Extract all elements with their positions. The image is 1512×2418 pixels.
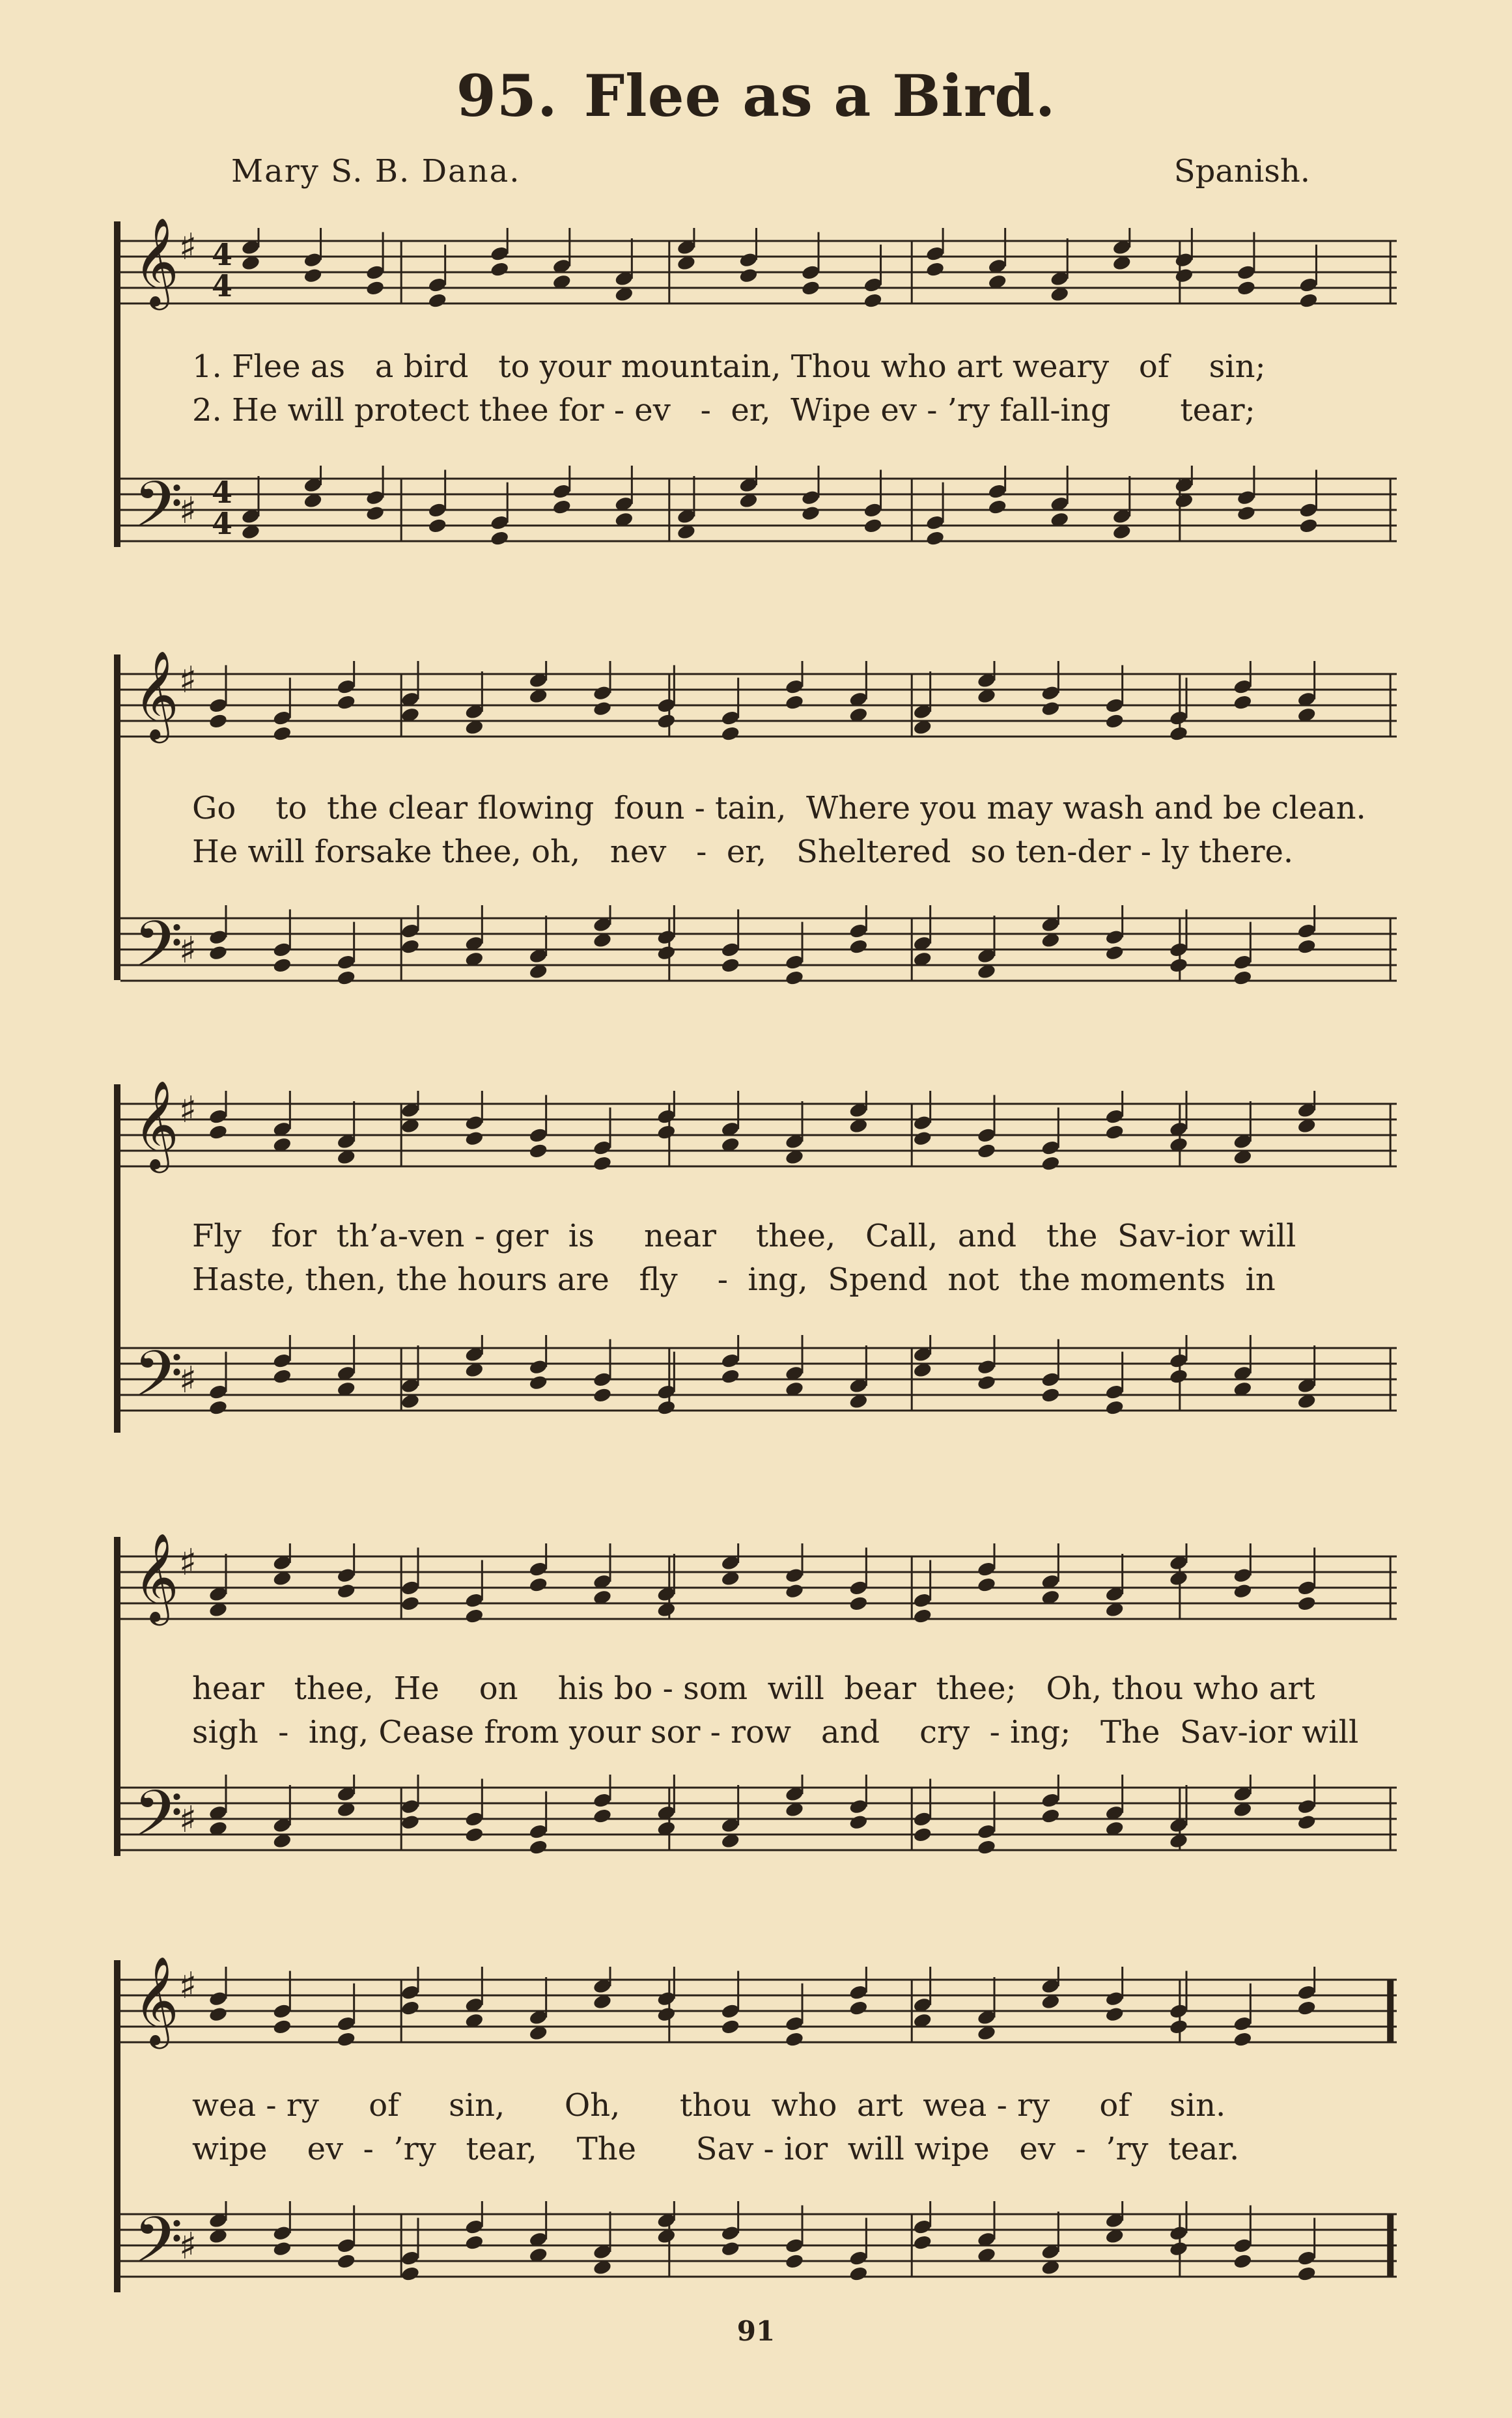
note-head <box>1237 505 1257 522</box>
note-head <box>977 1839 997 1856</box>
note-head <box>987 499 1007 516</box>
note-head <box>848 2000 869 2017</box>
key-signature-sharp-icon: ♯ <box>179 1799 197 1841</box>
lyric-line-verse-1: wea - ry of sin, Oh, thou who art wea - ry of sin. <box>192 2087 1226 2124</box>
note-head <box>400 2266 421 2283</box>
note-head <box>1233 2253 1253 2270</box>
note-head <box>912 1608 932 1625</box>
note-head <box>925 261 945 278</box>
treble-staff <box>114 1955 1410 2064</box>
bass-staff-lines <box>114 1775 1410 1872</box>
note-head <box>656 712 677 729</box>
treble-staff <box>114 649 1410 759</box>
note-head <box>336 694 356 711</box>
note-head <box>427 292 447 309</box>
treble-staff-lines <box>114 1091 1410 1188</box>
note-head <box>336 970 356 987</box>
note-head <box>593 700 613 717</box>
note-head <box>1169 2018 1189 2035</box>
key-signature-sharp-icon: ♯ <box>179 659 197 701</box>
note-head <box>863 517 883 534</box>
note-head <box>656 2006 677 2023</box>
treble-staff-lines <box>114 1967 1410 2064</box>
note-head <box>528 1839 548 1856</box>
note-head <box>1296 2000 1317 2017</box>
note-head <box>1041 700 1061 717</box>
note-head <box>1104 1124 1125 1141</box>
lyric-line-verse-2: He will forsake thee, oh, nev - er, Sheltered so ten-der - ly there. <box>192 834 1294 870</box>
note-head <box>208 944 229 961</box>
note-head <box>552 499 572 516</box>
note-head <box>720 725 740 742</box>
bass-clef-icon: 𝄢 <box>133 1336 183 1426</box>
treble-staff <box>114 1079 1410 1188</box>
bass-staff-lines <box>114 1335 1410 1433</box>
key-signature-sharp-icon: ♯ <box>179 2225 197 2268</box>
note-head <box>272 725 292 742</box>
treble-staff <box>114 216 1410 326</box>
key-signature-sharp-icon: ♯ <box>179 1089 197 1131</box>
note-head <box>848 1595 869 1612</box>
note-head <box>977 1142 997 1159</box>
note-head <box>720 2240 740 2257</box>
bass-staff-lines <box>114 905 1410 1003</box>
note-head <box>785 694 805 711</box>
key-signature-sharp-icon: ♯ <box>179 1359 197 1401</box>
note-head <box>272 2018 292 2035</box>
note-head <box>785 2031 805 2048</box>
note-head <box>1041 1808 1061 1825</box>
note-head <box>1237 279 1257 296</box>
bass-clef-icon: 𝄢 <box>133 467 183 557</box>
treble-clef-icon: 𝄞 <box>133 1532 179 1622</box>
lyric-line-verse-2: 2. He will protect thee for - ev - er, Wipe ev - ’ry fall-ing tear; <box>192 392 1255 429</box>
treble-clef-icon: 𝄞 <box>133 1955 179 2045</box>
note-head <box>593 1155 613 1172</box>
lyric-line-verse-2: sigh - ing, Cease from your sor - row and cry - ing; The Sav-ior will <box>192 1714 1359 1750</box>
note-head <box>720 957 740 974</box>
note-head <box>863 292 883 309</box>
note-head <box>656 1399 677 1416</box>
note-head <box>1104 1399 1125 1416</box>
note-head <box>656 944 677 961</box>
note-head <box>400 1595 421 1612</box>
key-signature-sharp-icon: ♯ <box>179 226 197 268</box>
treble-clef-icon: 𝄞 <box>133 216 179 306</box>
note-head <box>785 2253 805 2270</box>
lyric-line-verse-1: hear thee, He on his bo - som will bear thee; Oh, thou who art <box>192 1670 1315 1707</box>
note-head <box>1233 970 1253 987</box>
time-signature-top: 4 <box>212 237 233 272</box>
page-number: 91 <box>736 2315 776 2347</box>
note-head <box>977 1374 997 1391</box>
note-head <box>272 2240 292 2257</box>
bass-staff-lines <box>114 2201 1410 2299</box>
note-head <box>720 2018 740 2035</box>
treble-staff-lines <box>114 1543 1410 1641</box>
note-head <box>528 1142 548 1159</box>
note-head <box>272 957 292 974</box>
note-head <box>593 1386 613 1403</box>
note-head <box>1296 1814 1317 1831</box>
key-signature-sharp-icon: ♯ <box>179 490 197 532</box>
note-head <box>208 1124 229 1141</box>
note-head <box>1174 267 1194 284</box>
treble-staff-lines <box>114 661 1410 759</box>
note-head <box>1169 1368 1189 1385</box>
key-signature-sharp-icon: ♯ <box>179 929 197 972</box>
note-head <box>336 2253 356 2270</box>
treble-staff <box>114 1532 1410 1641</box>
key-signature-sharp-icon: ♯ <box>179 1965 197 2007</box>
note-head <box>785 970 805 987</box>
note-head <box>400 1814 421 1831</box>
key-signature-sharp-icon: ♯ <box>179 1541 197 1584</box>
bass-clef-icon: 𝄢 <box>133 2202 183 2292</box>
note-head <box>925 530 945 547</box>
bass-staff-lines <box>114 466 1410 563</box>
note-head <box>464 1130 484 1147</box>
lyric-line-verse-2: wipe ev - ’ry tear, The Sav - ior will wipe ev - ’ry tear. <box>192 2131 1240 2167</box>
note-head <box>208 712 229 729</box>
note-head <box>912 2234 932 2251</box>
bass-clef-icon: 𝄢 <box>133 907 183 996</box>
note-head <box>365 279 385 296</box>
note-head <box>336 2031 356 2048</box>
note-head <box>1233 2031 1253 2048</box>
note-head <box>848 2266 869 2283</box>
author-credit: Mary S. B. Dana. <box>231 153 521 190</box>
hymn-number: 95. <box>456 62 558 130</box>
note-head <box>1296 1595 1317 1612</box>
note-head <box>1169 725 1189 742</box>
note-head <box>977 1577 997 1594</box>
note-head <box>208 2006 229 2023</box>
bass-staff <box>114 2201 1410 2299</box>
note-head <box>400 938 421 955</box>
hymn-title: Flee as a Bird. <box>583 62 1056 130</box>
note-head <box>801 505 821 522</box>
note-head <box>1104 944 1125 961</box>
note-head <box>1169 957 1189 974</box>
note-head <box>427 517 447 534</box>
note-head <box>720 1368 740 1385</box>
note-head <box>656 1124 677 1141</box>
note-head <box>738 267 759 284</box>
note-head <box>1169 2240 1189 2257</box>
note-head <box>1298 517 1319 534</box>
bass-clef-icon: 𝄢 <box>133 1776 183 1866</box>
note-head <box>1233 694 1253 711</box>
lyric-line-verse-1: 1. Flee as a bird to your mountain, Thou who art weary of sin; <box>192 348 1266 385</box>
note-head <box>272 1368 292 1385</box>
note-head <box>464 2234 484 2251</box>
note-head <box>1104 2006 1125 2023</box>
treble-staff-lines <box>114 228 1410 326</box>
time-signature-bottom: 4 <box>212 268 233 303</box>
note-head <box>528 1374 548 1391</box>
note-head <box>464 1826 484 1843</box>
note-head <box>528 1577 548 1594</box>
note-head <box>848 1814 869 1831</box>
note-head <box>1296 2266 1317 2283</box>
note-head <box>1041 1155 1061 1172</box>
note-head <box>336 1582 356 1599</box>
treble-clef-icon: 𝄞 <box>133 649 179 739</box>
note-head <box>1041 1386 1061 1403</box>
note-head <box>490 261 510 278</box>
hymn-header <box>0 62 1512 130</box>
bass-staff <box>114 905 1410 1003</box>
treble-clef-icon: 𝄞 <box>133 1079 179 1169</box>
note-head <box>208 1399 229 1416</box>
note-head <box>1298 292 1319 309</box>
note-head <box>801 279 821 296</box>
note-head <box>490 530 510 547</box>
tune-name: Spanish. <box>1173 153 1310 190</box>
bass-staff <box>114 466 1410 563</box>
lyric-line-verse-1: Go to the clear flowing foun - tain, Where you may wash and be clean. <box>192 790 1366 826</box>
note-head <box>365 505 385 522</box>
note-head <box>303 267 323 284</box>
bass-staff <box>114 1775 1410 1872</box>
note-head <box>593 1808 613 1825</box>
lyric-line-verse-2: Haste, then, the hours are fly - ing, Spend not the moments in <box>192 1261 1276 1298</box>
lyric-line-verse-1: Fly for th’a-ven - ger is near thee, Call, and the Sav-ior will <box>192 1218 1296 1254</box>
note-head <box>1296 938 1317 955</box>
note-head <box>912 1826 932 1843</box>
time-signature-bottom: 4 <box>212 506 233 541</box>
note-head <box>912 1130 932 1147</box>
time-signature-top: 4 <box>212 475 233 510</box>
note-head <box>400 2000 421 2017</box>
bass-staff <box>114 1335 1410 1433</box>
note-head <box>848 938 869 955</box>
note-head <box>464 1608 484 1625</box>
note-head <box>1233 1582 1253 1599</box>
note-head <box>785 1582 805 1599</box>
note-head <box>1104 712 1125 729</box>
